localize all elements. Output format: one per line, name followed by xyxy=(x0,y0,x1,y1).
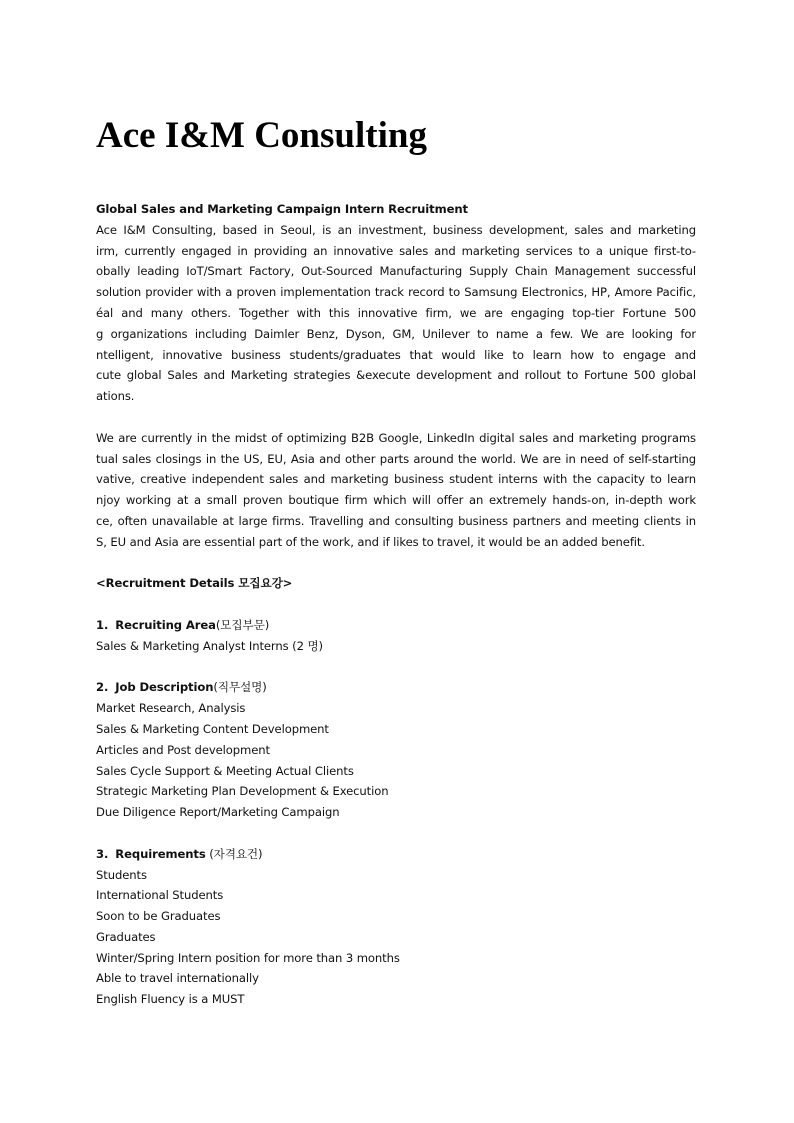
list-item: Sales & Marketing Content Development xyxy=(96,721,329,736)
section-number: 2. xyxy=(96,680,109,695)
paragraph-line: ntelligent, innovative business students/graduates that would like to learn how to engage and xyxy=(96,347,696,362)
list-item: Sales & Marketing Analyst Interns (2 명) xyxy=(96,638,323,653)
spacer xyxy=(96,823,696,844)
paragraph-line: g organizations including Daimler Benz, Dyson, GM, Unilever to name a few. We are looking for xyxy=(96,326,696,341)
list-item: Able to travel internationally xyxy=(96,971,259,986)
spacer xyxy=(96,657,696,678)
document-body xyxy=(96,199,696,1010)
section-title: Requirements xyxy=(115,846,206,861)
paragraph-line: irm, currently engaged in providing an innovative sales and marketing services to a unique first-to- xyxy=(96,243,696,258)
list-item: Market Research, Analysis xyxy=(96,701,246,716)
section-heading-job-description xyxy=(96,677,696,698)
list-item: Soon to be Graduates xyxy=(96,909,221,924)
paragraph-line: éal and many others. Together with this innovative firm, we are engaging top-tier Fortune 500 xyxy=(96,305,696,320)
section-title-korean: (직무설명) xyxy=(213,680,267,695)
section-title-korean: (자격요건) xyxy=(205,846,263,861)
document-title: Ace I&M Consulting xyxy=(96,115,427,156)
paragraph-line: We are currently in the midst of optimizing B2B Google, LinkedIn digital sales and marketing programs xyxy=(96,430,696,445)
spacer xyxy=(96,594,696,615)
section-heading-recruiting-area xyxy=(96,615,696,636)
list-item: English Fluency is a MUST xyxy=(96,992,245,1007)
list-item: Graduates xyxy=(96,929,156,944)
list-item: Winter/Spring Intern position for more than 3 months xyxy=(96,950,400,965)
list-item: Articles and Post development xyxy=(96,742,270,757)
paragraph-line: cute global Sales and Marketing strategies &execute development and rollout to Fortune 500 global xyxy=(96,368,696,383)
paragraph-line: S, EU and Asia are essential part of the work, and if likes to travel, it would be an added benefit. xyxy=(96,534,645,549)
paragraph-line: solution provider with a proven implementation track record to Samsung Electronics, HP, Amore Pacific, xyxy=(96,285,696,300)
intro-paragraph xyxy=(96,220,696,407)
paragraph-line: vative, creative independent sales and marketing business student interns with the capacity to learn xyxy=(96,472,696,487)
list-item: Due Diligence Report/Marketing Campaign xyxy=(96,805,340,820)
section-title-korean: (모집부문) xyxy=(215,617,270,632)
recruitment-details-heading: <Recruitment Details 모집요강> xyxy=(96,576,293,591)
list-item: Students xyxy=(96,867,147,882)
section-number: 3. xyxy=(96,846,109,861)
list-item: Strategic Marketing Plan Development & Execution xyxy=(96,784,389,799)
recruitment-heading: Global Sales and Marketing Campaign Intern Recruitment xyxy=(96,202,468,216)
paragraph-line: njoy working at a small proven boutique firm which will offer an extremely hands-on, in-depth work xyxy=(96,493,696,508)
section-heading-requirements xyxy=(96,844,696,865)
paragraph-line: tual sales closings in the US, EU, Asia and other parts around the world. We are in need of self-starting xyxy=(96,451,696,466)
section-title: Job Description xyxy=(115,680,214,695)
second-paragraph xyxy=(96,428,696,553)
paragraph-line: obally leading IoT/Smart Factory, Out-Sourced Manufacturing Supply Chain Management successful xyxy=(96,264,696,279)
section-title: Recruiting Area xyxy=(115,617,216,632)
list-item: Sales Cycle Support & Meeting Actual Clients xyxy=(96,763,354,778)
paragraph-line: Ace I&M Consulting, based in Seoul, is an investment, business development, sales and marketing xyxy=(96,222,696,237)
section-number: 1. xyxy=(96,617,109,632)
list-item: International Students xyxy=(96,888,224,903)
spacer xyxy=(96,407,696,428)
paragraph-line: ce, often unavailable at large firms. Travelling and consulting business partners and meeting clients in xyxy=(96,513,696,528)
spacer xyxy=(96,553,696,574)
paragraph-line: ations. xyxy=(96,389,135,404)
